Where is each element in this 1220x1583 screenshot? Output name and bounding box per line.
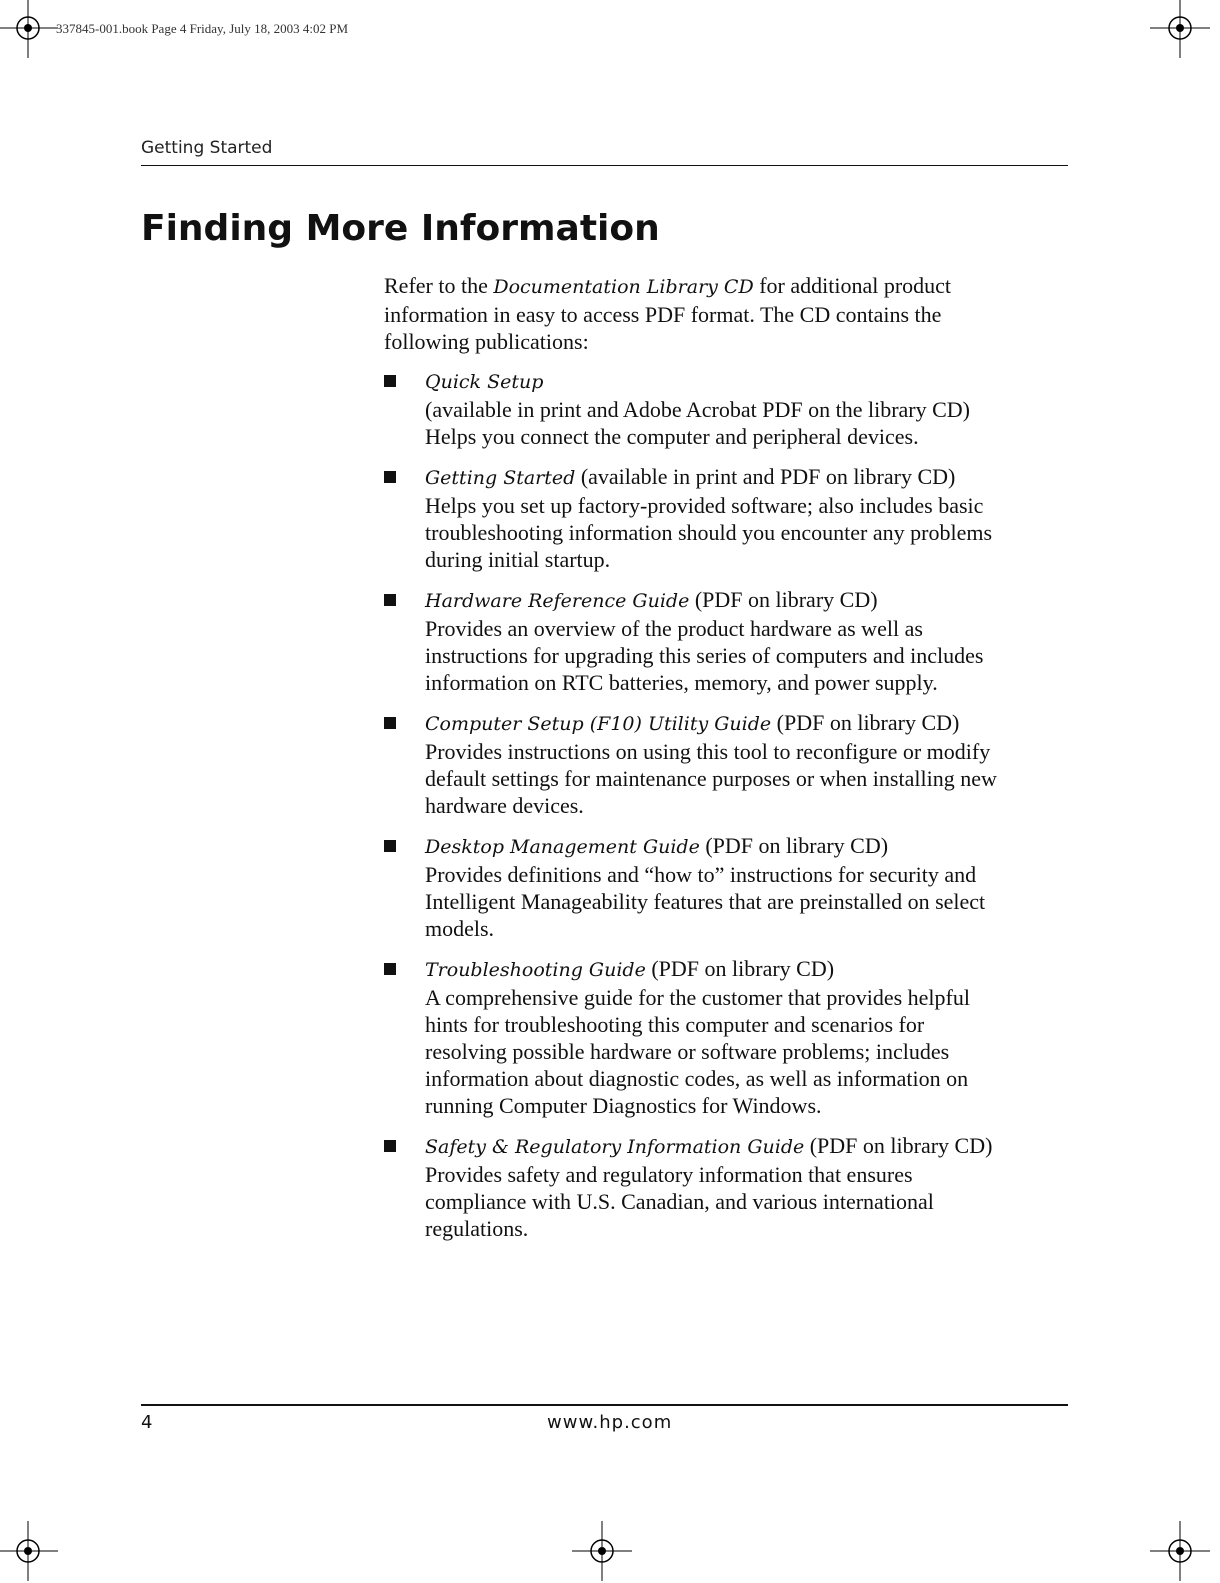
registration-mark-icon <box>1150 0 1210 58</box>
registration-mark-icon <box>0 0 58 58</box>
list-item <box>384 586 1084 696</box>
footer-rule <box>141 1404 1068 1406</box>
publication-heading <box>425 709 1084 738</box>
registration-mark-icon <box>0 1521 58 1581</box>
publication-name: Safety & Regulatory Information Guide <box>425 1136 805 1158</box>
publication-description-line: information about diagnostic codes, as well as information on <box>425 1066 969 1091</box>
publication-description-line: Provides safety and regulatory information that ensures <box>425 1162 913 1187</box>
publication-availability: (PDF on library CD) <box>771 710 960 735</box>
publication-list <box>384 367 1084 1242</box>
intro-line3: following publications: <box>384 329 589 354</box>
intro-line2: information in easy to access PDF format. The CD contains the <box>384 302 942 327</box>
publication-description-line: troubleshooting information should you encounter any problems <box>425 520 993 545</box>
publication-description-line: resolving possible hardware or software problems; includes <box>425 1039 950 1064</box>
footer-url: www.hp.com <box>547 1412 673 1433</box>
publication-heading <box>425 586 1084 615</box>
body-text <box>384 272 1084 1255</box>
intro-line1-post: for additional product <box>753 273 952 298</box>
publication-description-line: during initial startup. <box>425 547 611 572</box>
list-item <box>384 709 1084 819</box>
page-title: Finding More Information <box>141 208 660 249</box>
intro-pre: Refer to the <box>384 273 494 298</box>
publication-name: Troubleshooting Guide <box>425 959 646 981</box>
publication-name: Desktop Management Guide <box>425 836 700 858</box>
publication-description-line: Helps you set up factory-provided software; also includes basic <box>425 493 984 518</box>
publication-description-line: (available in print and Adobe Acrobat PDF on the library CD) <box>425 397 970 422</box>
square-bullet-icon <box>384 471 396 483</box>
publication-description-line: hardware devices. <box>425 793 584 818</box>
square-bullet-icon <box>384 375 396 387</box>
publication-heading <box>425 955 1084 984</box>
publication-description-line: regulations. <box>425 1216 529 1241</box>
publication-heading <box>425 1132 1084 1161</box>
publication-availability: (PDF on library CD) <box>804 1133 993 1158</box>
publication-name: Getting Started <box>425 467 576 489</box>
publication-heading <box>425 367 1084 396</box>
publication-availability: (PDF on library CD) <box>645 956 835 981</box>
publication-description-line: running Computer Diagnostics for Windows. <box>425 1093 822 1118</box>
publication-description-line: default settings for maintenance purposes or when installing new <box>425 766 997 791</box>
list-item <box>384 463 1084 573</box>
publication-description-line: A comprehensive guide for the customer that provides helpful <box>425 985 970 1010</box>
publication-description-line: Provides definitions and “how to” instructions for security and <box>425 862 977 887</box>
publication-availability: (available in print and PDF on library CD) <box>575 464 956 489</box>
list-item <box>384 955 1084 1119</box>
publication-description-line: compliance with U.S. Canadian, and various international <box>425 1189 934 1214</box>
publication-description-line: Provides instructions on using this tool to reconfigure or modify <box>425 739 991 764</box>
publication-description-line: Provides an overview of the product hardware as well as <box>425 616 923 641</box>
page-number: 4 <box>141 1412 153 1433</box>
registration-mark-icon <box>1150 1521 1210 1581</box>
publication-description-line: models. <box>425 916 495 941</box>
print-stamp: 337845-001.book Page 4 Friday, July 18, 2003 4:02 PM <box>56 21 349 36</box>
header-rule <box>141 165 1068 166</box>
square-bullet-icon <box>384 594 396 606</box>
list-item <box>384 367 1084 450</box>
intro-paragraph <box>384 272 1084 355</box>
publication-availability: (PDF on library CD) <box>689 587 878 612</box>
running-head: Getting Started <box>141 138 273 158</box>
publication-name: Hardware Reference Guide <box>425 590 690 612</box>
publication-description-line: information on RTC batteries, memory, and power supply. <box>425 670 938 695</box>
publication-description-line: instructions for upgrading this series of computers and includes <box>425 643 984 668</box>
square-bullet-icon <box>384 840 396 852</box>
publication-description-line: Intelligent Manageability features that are preinstalled on select <box>425 889 986 914</box>
publication-availability: (PDF on library CD) <box>699 833 889 858</box>
publication-name: Quick Setup <box>425 371 544 393</box>
doc-library-name: Documentation Library CD <box>493 276 754 298</box>
registration-mark-icon <box>572 1521 632 1581</box>
publication-heading <box>425 832 1084 861</box>
square-bullet-icon <box>384 963 396 975</box>
publication-heading <box>425 463 1084 492</box>
list-item <box>384 1132 1084 1242</box>
publication-name: Computer Setup (F10) Utility Guide <box>425 713 772 735</box>
list-item <box>384 832 1084 942</box>
publication-description-line: Helps you connect the computer and peripheral devices. <box>425 424 919 449</box>
square-bullet-icon <box>384 717 396 729</box>
publication-description-line: hints for troubleshooting this computer and scenarios for <box>425 1012 925 1037</box>
square-bullet-icon <box>384 1140 396 1152</box>
